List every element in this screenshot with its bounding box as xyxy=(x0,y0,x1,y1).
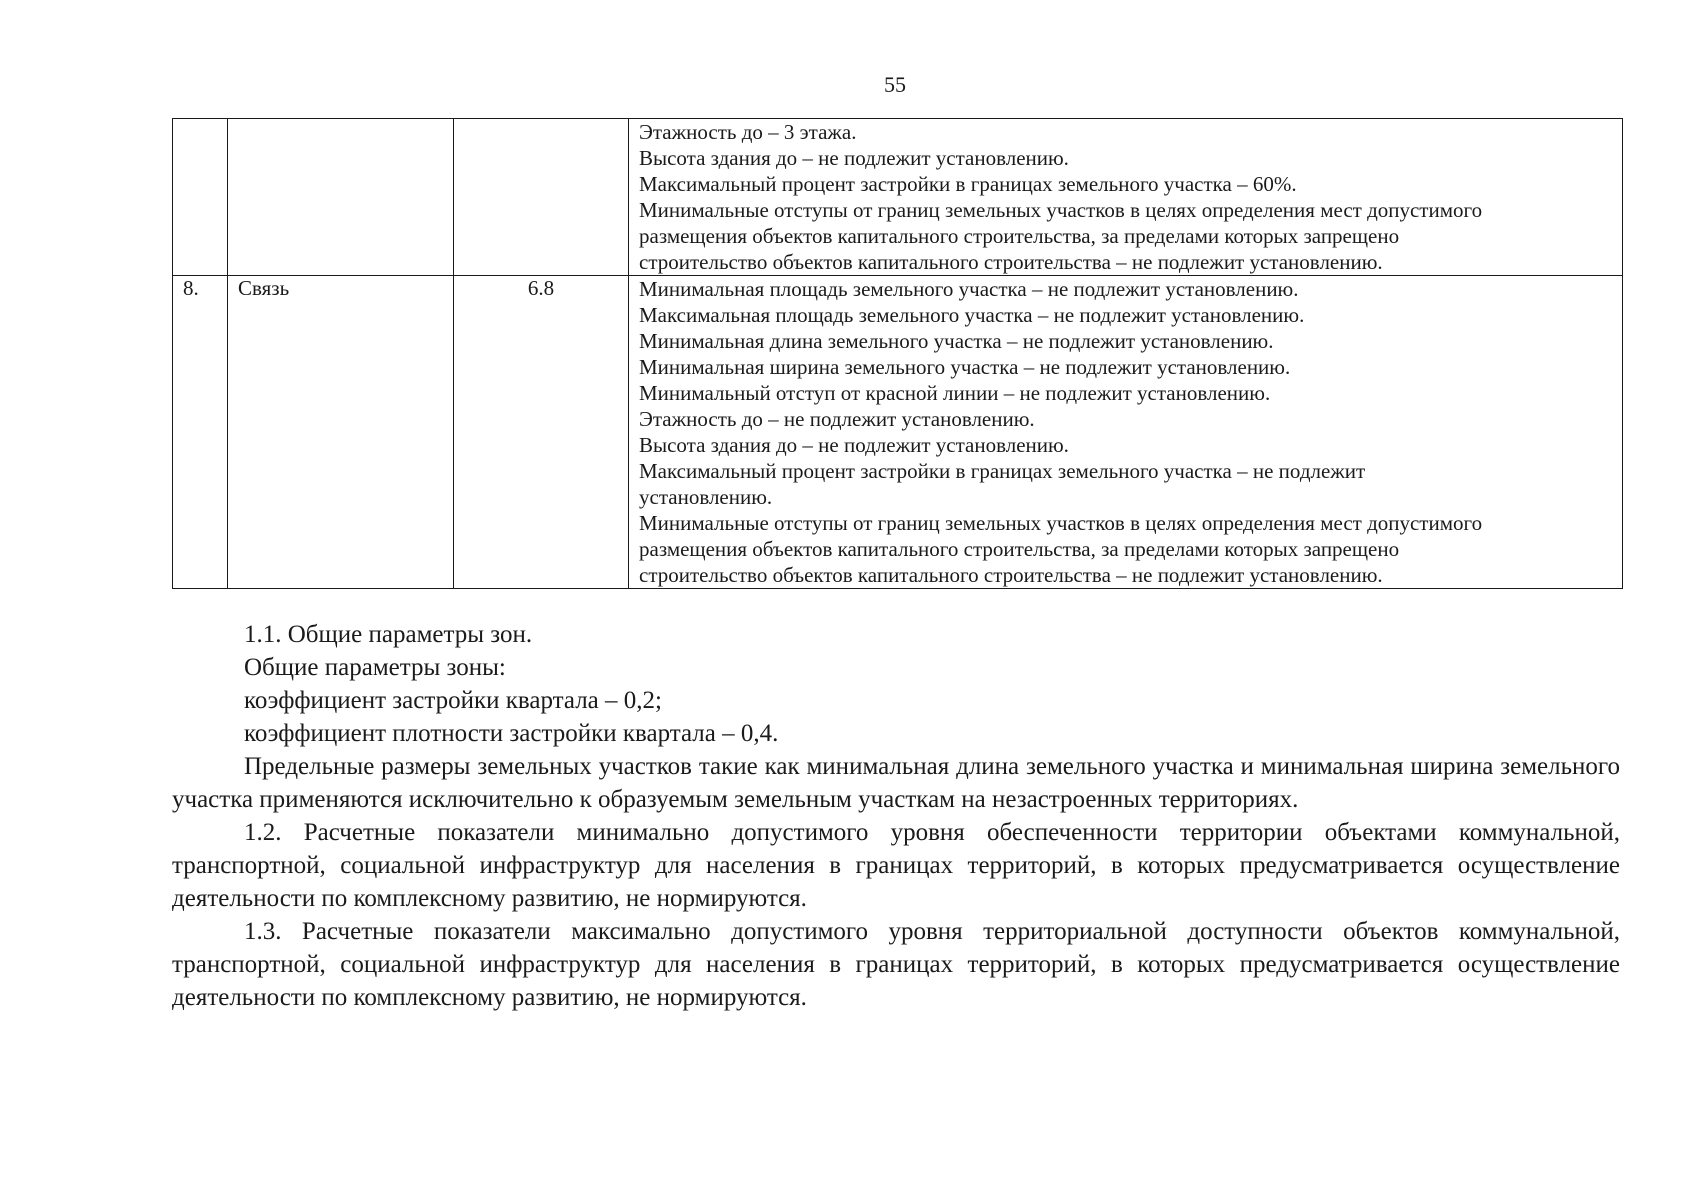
parameter-line: размещения объектов капитального строительства, за пределами которых запрещено xyxy=(639,224,1400,248)
parameter-line: Минимальная ширина земельного участка – не подлежит установлению. xyxy=(639,355,1291,379)
paragraph: 1.3. Расчетные показатели максимально допустимого уровня территориальной доступности объектов коммунальной, транспортной, социальной инфраструктур для населения в границах территорий, в которых предусматривается осуществление деятельности по комплексному развитию, не нормируются. xyxy=(172,918,1620,1011)
parameters-table xyxy=(172,118,1623,589)
use-name-cell: Связь xyxy=(228,276,454,589)
parameter-line: Минимальные отступы от границ земельных участков в целях определения мест допустимого xyxy=(639,198,1483,222)
paragraph: Предельные размеры земельных участков такие как минимальная длина земельного участка и минимальная ширина земельного участка применяются исключительно к образуемым земельным участкам на незастроенных территориях. xyxy=(172,753,1620,813)
paragraph: коэффициент плотности застройки квартала – 0,4. xyxy=(244,720,779,747)
use-code-cell xyxy=(454,119,629,276)
row-number-cell: 8. xyxy=(173,276,228,589)
parameter-line: размещения объектов капитального строительства, за пределами которых запрещено xyxy=(639,537,1400,561)
use-code-cell: 6.8 xyxy=(454,276,629,589)
body-text xyxy=(172,618,1620,1014)
parameters-cell xyxy=(629,276,1623,589)
paragraph: 1.2. Расчетные показатели минимально допустимого уровня обеспеченности территории объектами коммунальной, транспортной, социальной инфраструктур для населения в границах территорий, в которых предусматривается осуществление деятельности по комплексному развитию, не нормируются. xyxy=(172,819,1620,912)
parameter-line: Высота здания до – не подлежит установлению. xyxy=(639,146,1069,170)
parameter-line: Минимальный отступ от красной линии – не подлежит установлению. xyxy=(639,381,1271,405)
section-heading: 1.1. Общие параметры зон. xyxy=(244,621,533,648)
page-number: 55 xyxy=(884,72,906,97)
parameter-line: Минимальная длина земельного участка – не подлежит установлению. xyxy=(639,329,1274,353)
parameter-line: строительство объектов капитального строительства – не подлежит установлению. xyxy=(639,250,1383,274)
parameter-line: Высота здания до – не подлежит установлению. xyxy=(639,433,1069,457)
row-number-cell xyxy=(173,119,228,276)
parameter-line: Максимальная площадь земельного участка – не подлежит установлению. xyxy=(639,303,1305,327)
table-row xyxy=(173,276,1623,589)
parameter-line: Минимальные отступы от границ земельных участков в целях определения мест допустимого xyxy=(639,511,1483,535)
parameter-line: Этажность до – 3 этажа. xyxy=(639,120,857,144)
paragraph: коэффициент застройки квартала – 0,2; xyxy=(244,687,662,714)
parameter-line: Этажность до – не подлежит установлению. xyxy=(639,407,1035,431)
parameter-line: строительство объектов капитального строительства – не подлежит установлению. xyxy=(639,563,1383,587)
use-name-cell xyxy=(228,119,454,276)
parameter-line: установлению. xyxy=(639,485,773,509)
table-row xyxy=(173,119,1623,276)
parameter-line: Минимальная площадь земельного участка – не подлежит установлению. xyxy=(639,277,1299,301)
paragraph: Общие параметры зоны: xyxy=(244,654,506,681)
parameters-cell xyxy=(629,119,1623,276)
parameter-line: Максимальный процент застройки в границах земельного участка – 60%. xyxy=(639,172,1297,196)
parameter-line: Максимальный процент застройки в границах земельного участка – не подлежит xyxy=(639,459,1366,483)
